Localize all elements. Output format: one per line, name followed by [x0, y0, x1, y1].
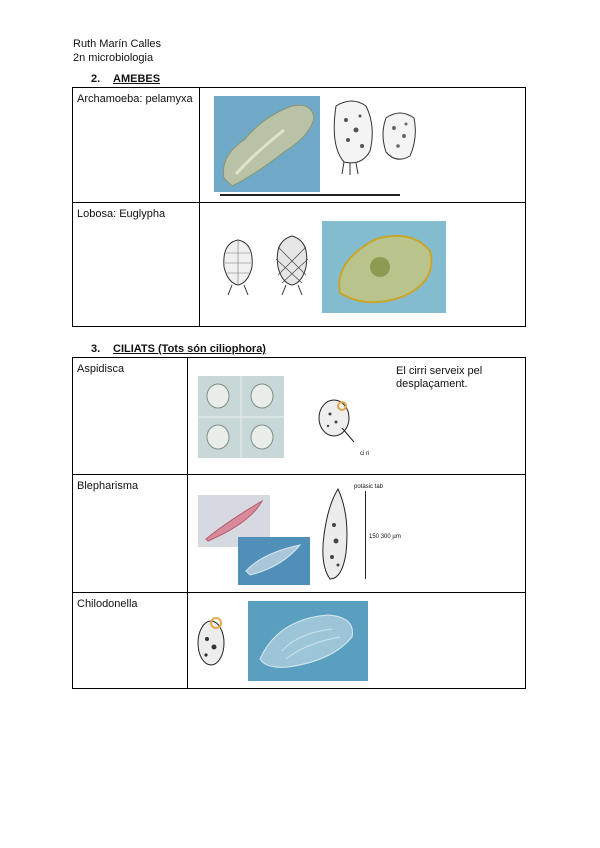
euglypha-figures — [200, 203, 526, 327]
blepharisma-size-bar — [365, 491, 366, 579]
euglypha-drawing-2 — [272, 233, 312, 299]
aspidisca-micrographs — [198, 376, 284, 458]
aspidisca-figure-label: ci ri — [360, 451, 370, 457]
euglypha-drawing-1 — [218, 237, 258, 299]
aspidisca-drawing — [316, 396, 356, 444]
course-name: 2n microbiologia — [73, 52, 154, 64]
row-label-archamoeba: Archamoeba: pelamyxa — [77, 93, 193, 105]
section-heading-amebes: 2. AMEBES — [91, 73, 161, 85]
pelomyxa-micrograph — [214, 96, 320, 192]
ciliats-table — [72, 357, 526, 689]
chilodonella-figures — [188, 593, 526, 689]
aspidisca-figures — [188, 358, 526, 475]
euglypha-micrograph — [322, 221, 446, 313]
chilodonella-drawing — [194, 613, 230, 669]
aspidisca-note: El cirri serveix pel desplaçament. — [396, 365, 483, 390]
row-label-chilodonella: Chilodonella — [77, 598, 138, 610]
scale-bar — [220, 194, 400, 196]
chilodonella-micrograph — [248, 601, 368, 681]
blepharisma-drawing — [316, 485, 356, 585]
row-label-euglypha: Lobosa: Euglypha — [77, 208, 166, 220]
blepharisma-size-label: 150 300 µm — [369, 534, 401, 540]
row-label-aspidisca: Aspidisca — [77, 363, 125, 375]
pelomyxa-drawing-1 — [326, 96, 378, 176]
pelomyxa-drawing-2 — [378, 108, 420, 164]
row-label-blepharisma: Blepharisma — [77, 480, 139, 492]
section-heading-ciliats: 3. CILIATS (Tots són ciliophora) — [91, 343, 266, 355]
blepharisma-figures — [188, 475, 526, 593]
blepharisma-top-label: potàsic tab — [354, 484, 384, 490]
author-name: Ruth Marín Calles — [73, 38, 162, 50]
archamoeba-figures — [200, 88, 526, 203]
amebes-table — [72, 87, 526, 327]
blepharisma-blue-micrograph — [238, 537, 310, 585]
